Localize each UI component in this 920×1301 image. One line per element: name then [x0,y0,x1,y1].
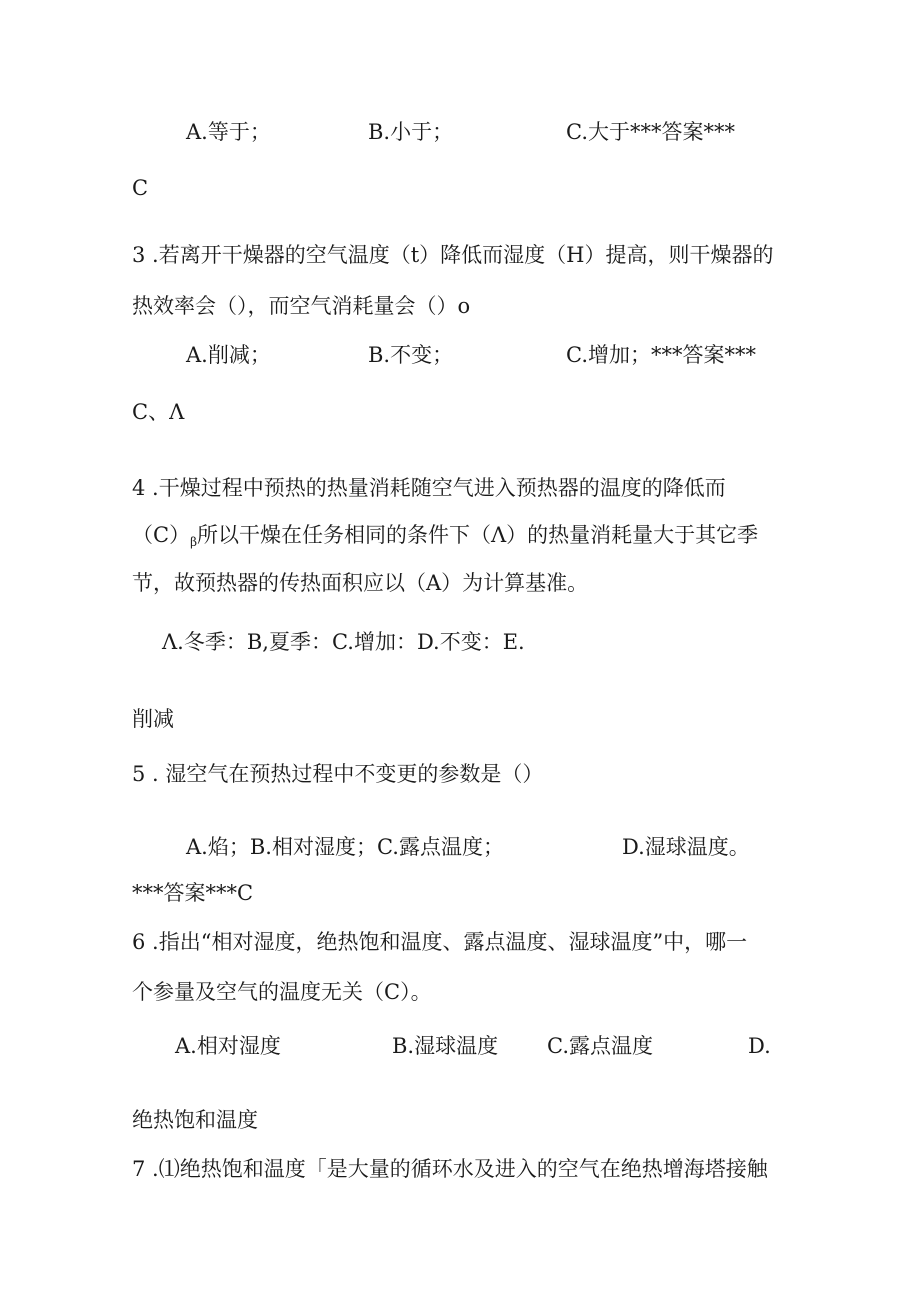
q6-option-c: C.露点温度 [547,1034,653,1058]
q6-option-d: D. [748,1034,771,1058]
q4-line-2-text: 所以干燥在任务相同的条件下（Λ）的热量消耗量大于其它季 [197,523,759,547]
q4-line-2-subscript: β [190,535,198,549]
q6-text-line-1: 6 .指出“相对湿度，绝热饱和温度、露点温度、湿球温度”中，哪一 [132,930,748,954]
q4-text-line-1: 4 .干燥过程中预热的热量消耗随空气进入预热器的温度的降低而 [132,476,726,500]
q4-text-line-2 [132,521,758,556]
q2-option-a: A.等于； [186,120,271,144]
q5-answer: ***答案***C [132,881,254,905]
q6-text-line-2: 个参量及空气的温度无关（C）。 [132,980,432,1004]
q2-option-c: C.大于***答案*** [566,120,735,144]
q6-option-d-continued: 绝热饱和温度 [132,1108,258,1132]
q5-option-d: D.湿球温度。 [622,835,750,859]
q3-option-b: B.不变； [368,343,454,367]
q5-options-abc: A.焰；B.相对湿度；C.露点温度； [186,835,504,859]
q4-options: Λ.冬季：B,夏季：C.增加：D.不变：E. [162,630,525,654]
q3-answer: C、Λ [132,400,185,424]
q3-text-line-2: 热效率会（），而空气消耗量会（）o [132,294,471,318]
q3-text-line-1: 3 .若离开干燥器的空气温度（t）降低而湿度（H）提高，则干燥器的 [132,243,774,267]
q4-options-continued: 削减 [132,707,174,731]
q3-option-a: A.削减； [186,343,271,367]
q7-text-line-1: 7 .⑴绝热饱和温度「是大量的循环水及进入的空气在绝热增海塔接触 [132,1157,768,1181]
q2-answer: C [132,176,149,200]
q2-option-b: B.小于； [368,120,454,144]
q4-text-line-3: 节，故预热器的传热面积应以（A）为计算基准。 [132,571,589,595]
q6-option-a: A.相对湿度 [175,1034,281,1058]
q3-option-c: C.增加；***答案*** [566,343,756,367]
q5-text-line-1: 5 . 湿空气在预热过程中不变更的参数是（） [132,762,544,786]
q6-option-b: B.湿球温度 [392,1034,499,1058]
q4-line-2-prefix: （C） [132,523,191,547]
